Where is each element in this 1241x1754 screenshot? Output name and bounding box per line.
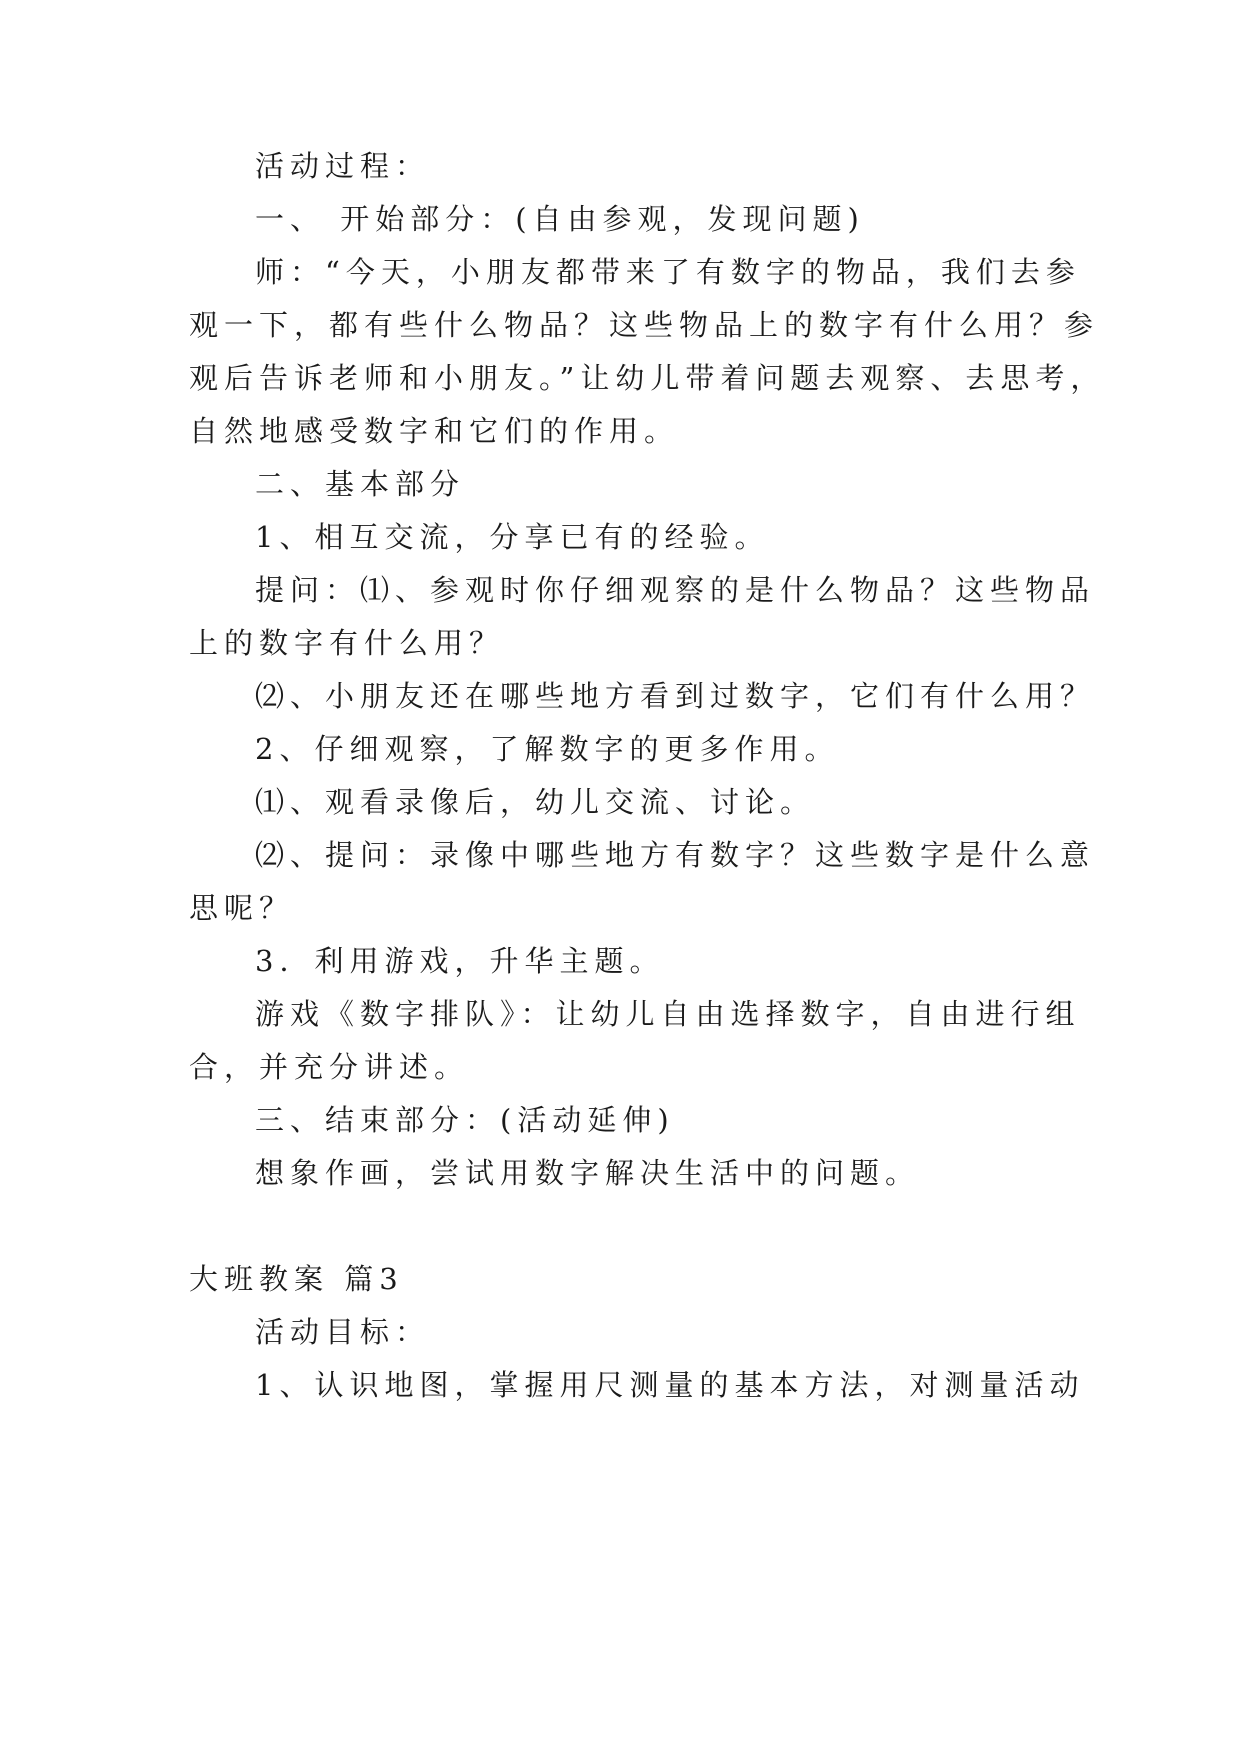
- paragraph-line: 2、仔细观察，了解数字的更多作用。: [255, 732, 840, 766]
- section-heading: 活动过程：: [255, 149, 431, 183]
- paragraph-line: 师：“今天，小朋友都带来了有数字的物品，我们去参: [255, 255, 1081, 289]
- paragraph-line: 1、相互交流，分享已有的经验。: [255, 520, 770, 554]
- subsection-heading: 一、 开始部分：(自由参观，发现问题): [255, 202, 865, 236]
- paragraph-line: ⑵、提问：录像中哪些地方有数字？这些数字是什么意: [255, 838, 1096, 872]
- subsection-heading: 三、结束部分：(活动延伸): [255, 1103, 675, 1137]
- paragraph-line: 上的数字有什么用？: [189, 626, 505, 660]
- paragraph-line: 游戏《数字排队》：让幼儿自由选择数字，自由进行组: [255, 997, 1081, 1031]
- paragraph-line: 提问：⑴、参观时你仔细观察的是什么物品？这些物品: [255, 573, 1096, 607]
- subsection-heading: 二、基本部分: [255, 467, 466, 501]
- paragraph-line: 合，并充分讲述。: [189, 1050, 470, 1084]
- paragraph-line: ⑵、小朋友还在哪些地方看到过数字，它们有什么用？: [255, 679, 1096, 713]
- paragraph-line: 1、认识地图，掌握用尺测量的基本方法，对测量活动: [255, 1368, 1085, 1402]
- paragraph-line: 观后告诉老师和小朋友。”让幼儿带着问题去观察、去思考，: [189, 361, 1106, 395]
- paragraph-line: 想象作画，尝试用数字解决生活中的问题。: [255, 1156, 921, 1190]
- paragraph-line: ⑴、观看录像后，幼儿交流、讨论。: [255, 785, 816, 819]
- paragraph-line: 观一下，都有些什么物品？这些物品上的数字有什么用？参: [189, 308, 1100, 342]
- document-title: 大班教案 篇3: [189, 1262, 404, 1296]
- paragraph-line: 思呢？: [189, 891, 295, 925]
- paragraph-line: 3．利用游戏，升华主题。: [255, 944, 665, 978]
- paragraph-line: 自然地感受数字和它们的作用。: [189, 414, 680, 448]
- section-heading: 活动目标：: [255, 1315, 431, 1349]
